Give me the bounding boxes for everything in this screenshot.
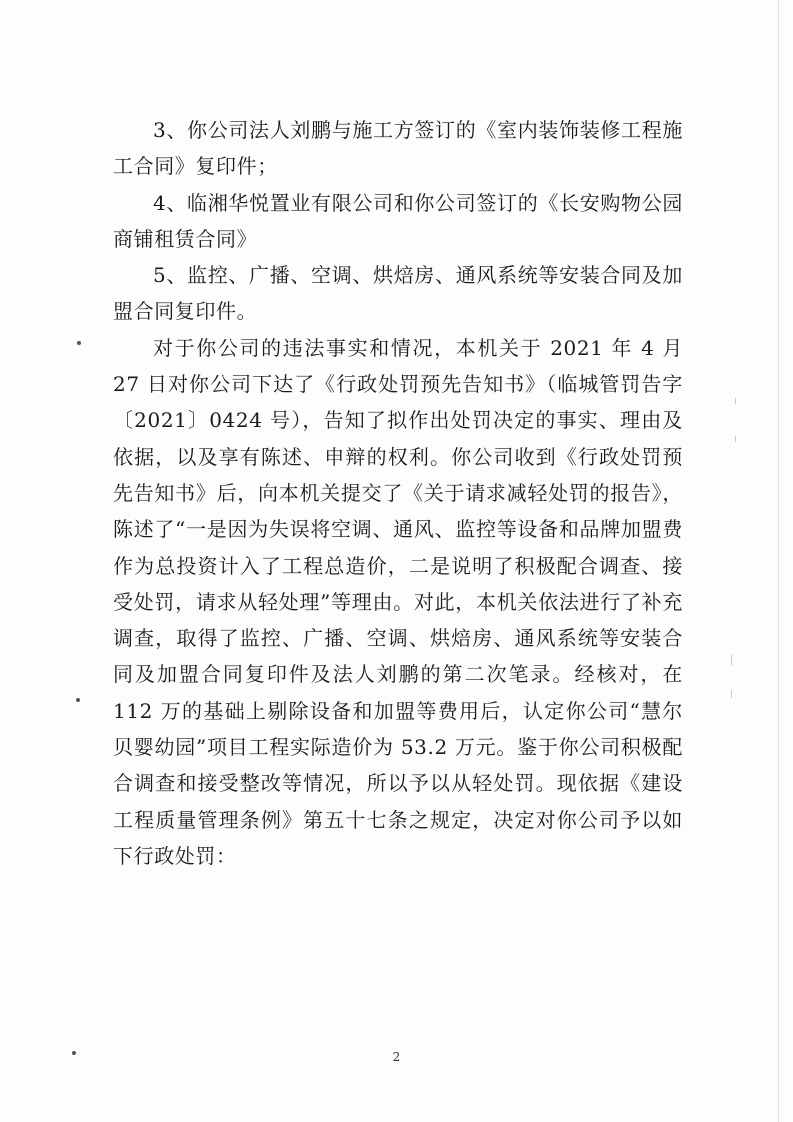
scan-dot xyxy=(77,341,81,345)
scan-dot xyxy=(76,698,80,702)
paragraph-facts-and-decision: 对于你公司的违法事实和情况，本机关于 2021 年 4 月 27 日对你公司下达了《行政处罚预先告知书》（临城管罚告字〔2021〕0424 号），告知了拟作出处罚决定的事实、理由及依据，以及享有陈述、申辩的权利。你公司收到《行政处罚预先告知书》后，向本机关提交了《关于请求减轻处罚的报告》，陈述了“一是因为失误将空调、通风、监控等设备和品牌加盟费作为总投资计入了工程总造价，二是说明了积极配合调查、接受处罚，请求从轻处理”等理由。对此，本机关依法进行了补充调查，取得了监控、广播、空调、烘焙房、通风系统等安装合同及加盟合同复印件及法人刘鹏的第二次笔录。经核对，在 112 万的基础上剔除设备和加盟等费用后，认定你公司“慧尔贝婴幼园”项目工程实际造价为 53.2 万元。鉴于你公司积极配合调查和接受整改等情况，所以予以从轻处罚。现依据《建设工程质量管理条例》第五十七条之规定，决定对你公司予以如下行政处罚： xyxy=(113,335,683,868)
scan-edge-line xyxy=(778,0,779,1122)
document-body xyxy=(113,112,683,874)
paragraph-attachment-4: 4、临湘华悦置业有限公司和你公司签订的《长安购物公园商铺租赁合同》 xyxy=(113,190,683,251)
scan-mark xyxy=(735,436,736,442)
paragraph-attachment-5: 5、监控、广播、空调、烘焙房、通风系统等安装合同及加盟合同复印件。 xyxy=(113,263,683,324)
page-number: 2 xyxy=(392,1050,401,1064)
scan-mark xyxy=(735,398,736,404)
paragraph-attachment-3: 3、你公司法人刘鹏与施工方签订的《室内装饰装修工程施工合同》复印件； xyxy=(113,118,683,179)
scan-mark xyxy=(731,655,732,665)
scan-mark xyxy=(731,690,732,698)
